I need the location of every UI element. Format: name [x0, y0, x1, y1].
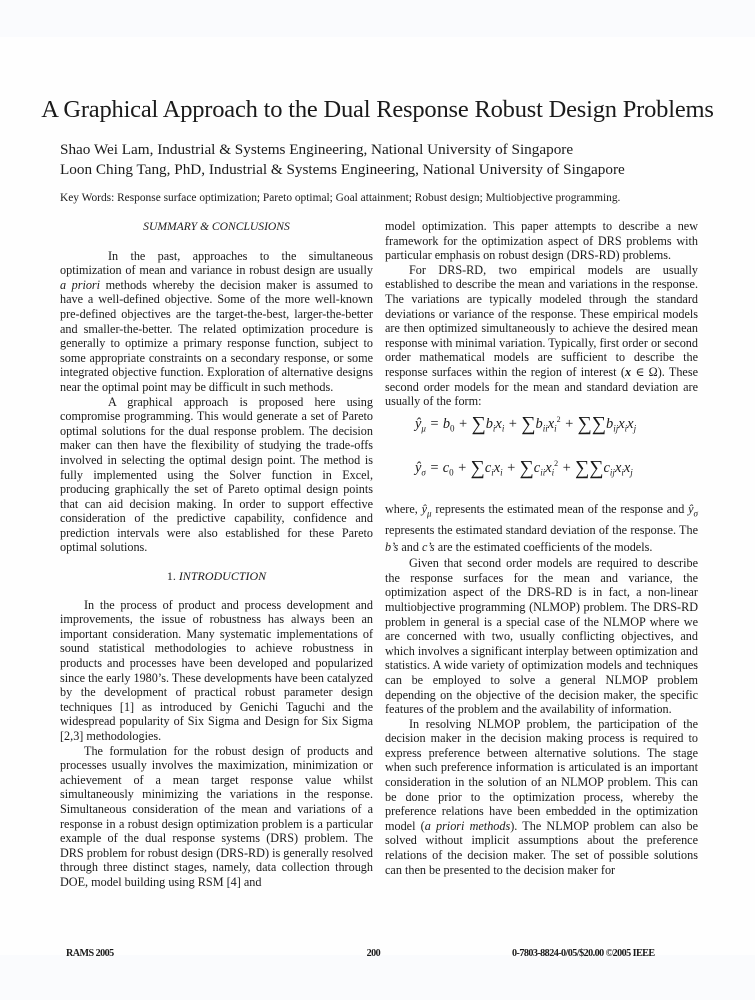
italic-text: a priori	[60, 277, 101, 292]
eq-lhs-subscript: μ	[421, 423, 426, 434]
right-paragraph-1: model optimization. This paper attempts to describe a new framework for the optimization aspect of DRS problems with particular emphasis on robust design (DRS-RD) problems.	[385, 219, 698, 263]
summary-paragraph-1	[60, 249, 373, 395]
text-run: represents the estimated standard deviation of the response. The	[385, 523, 698, 538]
top-margin-band	[0, 0, 755, 37]
text-run: For DRS-RD, two empirical models are usually established to describe the mean and variations in the response. The variations are typically modeled through the standard deviations or variance of the response. These empirical models are then optimized simultaneously to achieve the desired mean response with minimal variation. Typically, first order or second order mathematical models are sufficient to describe the response surfaces within the region of interest (	[385, 262, 698, 379]
bottom-margin-band	[0, 955, 755, 1000]
footer-page-number: 200	[366, 947, 381, 959]
sum-symbol: ∑	[521, 412, 536, 435]
eq-lhs: ŷ	[415, 415, 422, 432]
left-column	[60, 220, 373, 890]
text-run: In resolving NLMOP problem, the participation of the decision maker in the decision making process is required to express preference between alternative solutions. The stage when such preference information is articulated is an important consideration in the solution of an NLMOP problem. This can be done prior to the optimization process, whereby the preference relations have been embedded in the optimization model (	[385, 716, 698, 833]
text-run: ∈ Ω). These second order models for the mean and standard deviation are usually of the form:	[385, 364, 698, 409]
right-paragraph-4	[385, 717, 698, 878]
text-run: ). The NLMOP problem can also be solved without implicit assumptions about the preference relations of the decision maker. The set of possible solutions can then be presented to the decision maker for	[385, 818, 698, 877]
eq-coef: b	[442, 415, 451, 432]
summary-heading: SUMMARY & CONCLUSIONS	[143, 220, 290, 233]
section-number: 1.	[166, 569, 179, 584]
eq-coef: b	[485, 415, 493, 432]
eq-coef: b	[606, 415, 614, 432]
where-paragraph	[385, 501, 698, 556]
introduction-heading	[60, 569, 373, 584]
sum-symbol: ∑	[519, 456, 534, 479]
intro-paragraph-2: The formulation for the robust design of products and processes usually involves the maximization, minimization or achievement of a mean target response value whilst simultaneously minimizing the variations in the response. Simultaneous consideration of the mean and variations of a response in a robust design optimization problem is a particular example of the dual response systems (DRS) problem. The DRS problem for robust design (DRS-RD) is generally resolved through three distinct stages, namely, data collection through DOE, model building using RSM [4] and	[60, 743, 373, 889]
summary-paragraph-2: A graphical approach is proposed here using compromise programming. This would generate a set of Pareto optimal solutions for the dual response problem. The decision maker can then have the flexibility of studying the trade-offs involved in selecting the optimal design point. The method is fully implemented using the Solver function in Excel, producing graphically the set of Pareto optimal design points that can aid decision making. In order to support effective consideration of the predictive capability, confidence and prediction intervals were also established for these Pareto optimal solutions.	[60, 394, 373, 555]
math-symbol: x	[624, 364, 632, 379]
footer-copyright: 0-7803-8824-0/05/$20.00 ©2005 IEEE	[512, 947, 655, 959]
text-run: In the past, approaches to the simultaneous optimization of mean and variance in robust design are usually	[60, 248, 373, 278]
right-column	[385, 219, 698, 877]
right-paragraph-2	[385, 263, 698, 409]
eq-coef: c	[533, 459, 541, 476]
text-run: methods whereby the decision maker is assumed to have a well-defined objective. Some of the more well-known pre-defined objectives are the target-the-best, larger-the-better and smaller-the-better. The related optimization procedure is generally to optimize a primary response function, subject to some appropriate constraints on a secondary response, or some integrated objective function. Exploration of alternative designs near the optimal point may be difficult in such methods.	[60, 277, 373, 394]
italic-text: c’s	[422, 540, 435, 555]
math-subscript: σ	[693, 508, 698, 519]
equation-mean-model: $ŷ_\mu = b_0 + \sum b_ix_i + \sum b_{ii}x_i^2 + \sum\sum b_{ij}x_ix_j$	[415, 412, 637, 435]
sum-symbol: ∑∑	[575, 456, 604, 479]
text-run: represents the estimated mean of the response and	[431, 501, 689, 516]
eq-coef: c	[603, 459, 610, 476]
section-title: INTRODUCTION	[178, 569, 267, 584]
author-1: Shao Wei Lam, Industrial & Systems Engineering, National University of Singapore	[60, 141, 574, 158]
eq-lhs: ŷ	[415, 459, 422, 476]
text-run: where,	[385, 501, 422, 516]
sum-symbol: ∑	[470, 456, 485, 479]
right-paragraph-3: Given that second order models are required to describe the response surfaces for the mean and variance, the optimization aspect of the DRS-RD is in fact, a non-linear multiobjective programming (NLMOP) problem. The DRS-RD problem in general is a special case of the NLMOP where we are concerned with two, usually conflicting objectives, and which involves a significant interplay between optimization and statistics. A wide variety of optimization models and techniques can be employed to solve a general NLMOP problem depending on the objective of the decision maker, the specific features of the problem and the availability of information.	[385, 556, 698, 717]
italic-text: a priori methods	[424, 818, 511, 833]
text-run: are the estimated coefficients of the models.	[434, 540, 653, 555]
author-2: Loon Ching Tang, PhD, Industrial & Systems Engineering, National University of Singapore	[60, 161, 625, 178]
eq-coef: b	[535, 415, 543, 432]
sum-symbol: ∑∑	[577, 412, 607, 435]
text-run: and	[398, 540, 423, 555]
italic-text: b’s	[385, 540, 399, 555]
eq-lhs-subscript: σ	[421, 467, 426, 478]
math-yhat-mu: ŷ	[421, 501, 428, 516]
eq-coef: c	[442, 459, 450, 476]
math-yhat-sigma: ŷ	[688, 501, 694, 516]
paper-title: A Graphical Approach to the Dual Response Robust Design Problems	[41, 96, 714, 123]
footer-conference: RAMS 2005	[66, 947, 114, 959]
keywords: Key Words: Response surface optimization; Pareto optimal; Goal attainment; Robust design; Multiobjective programming.	[60, 192, 621, 204]
intro-paragraph-1: In the process of product and process development and improvements, the issue of robustness has always been an important consideration. Many systematic implementations of sound statistical methodologies to achieve robustness in products and processes have been developed and popularized since the early 1980’s. These developments have been catalyzed by the development of practical robust parameter design techniques [1] as introduced by Genichi Taguchi and the widespread popularity of Six Sigma and Design for Six Sigma [2,3] methodologies.	[60, 597, 373, 743]
math-subscript: μ	[427, 508, 432, 519]
equation-stddev-model: $ŷ_\sigma = c_0 + \sum c_ix_i + \sum c_{ii}x_i^2 + \sum\sum c_{ij}x_ix_j$	[415, 456, 633, 479]
author-block	[60, 140, 625, 180]
sum-symbol: ∑	[471, 412, 486, 435]
eq-coef: c	[484, 459, 492, 476]
